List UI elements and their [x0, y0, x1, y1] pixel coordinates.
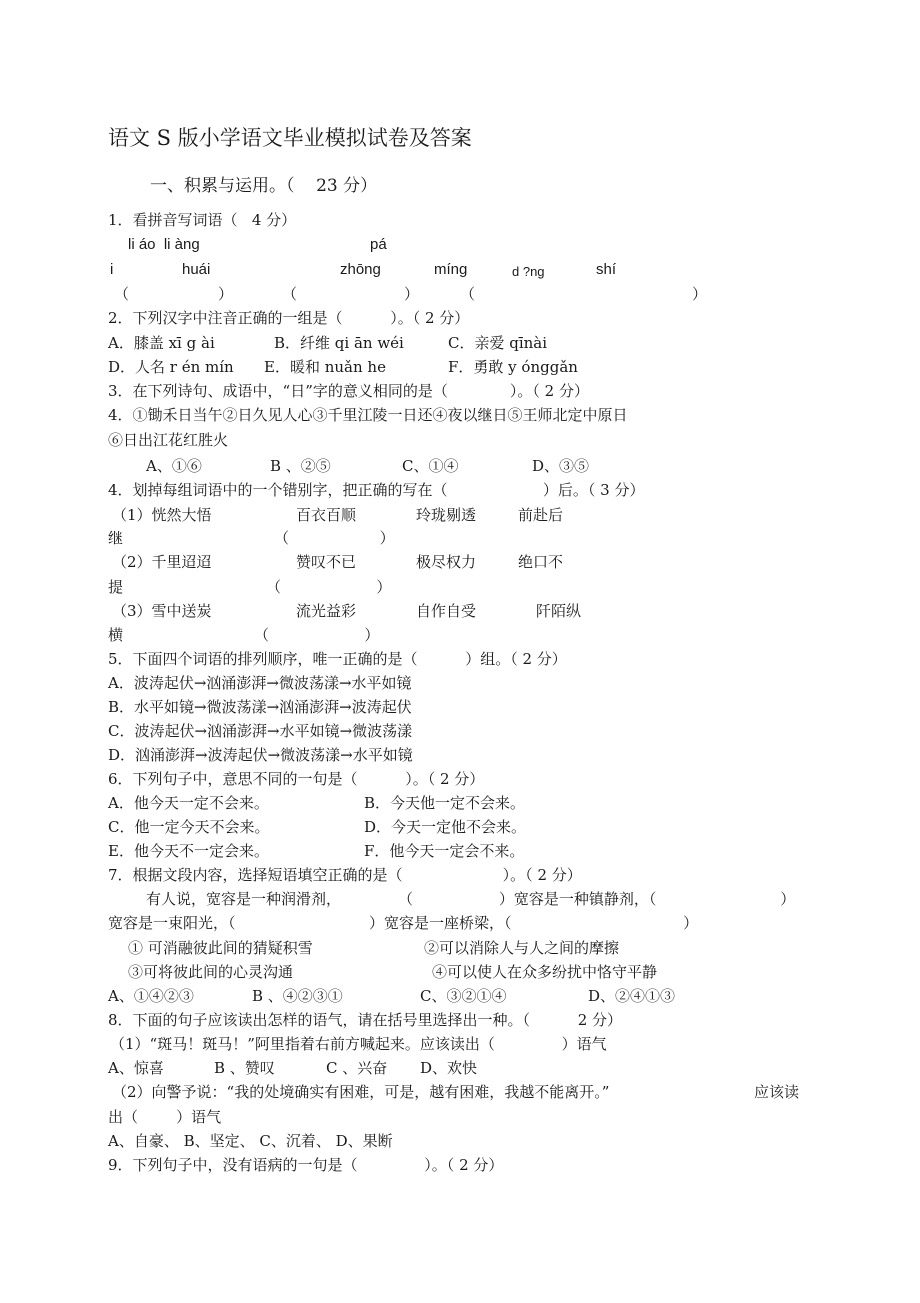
q7-choice: ②可以消除人与人之间的摩擦: [424, 939, 620, 957]
section-heading: 一、积累与运用。（ 23 分）: [150, 176, 378, 196]
q7-option: D、②④①③: [588, 987, 676, 1005]
q1-pinyin: d ?ng: [512, 264, 545, 279]
q1-pinyin: shí: [596, 261, 617, 278]
q2-option: D．人名 r én mín: [108, 358, 234, 376]
q7-passage: （ ）宽容是一种镇静剂，（ ）: [398, 890, 796, 908]
q5-option: C．波涛起伏→汹涌澎湃→水平如镜→微波荡漾: [108, 722, 413, 740]
q9-stem: 9．下列句子中，没有语病的一句是（ ）。（ 2 分）: [108, 1156, 504, 1174]
q4-word: 绝口不: [518, 553, 564, 571]
q4-word: 提: [108, 578, 124, 596]
q4-word: 玲珑剔透: [416, 506, 477, 524]
q1-pinyin: míng: [434, 261, 468, 278]
q1-pinyin: pá: [370, 236, 387, 253]
q4-group: （1）恍然大悟: [112, 506, 212, 524]
q8-sentence: 出（ ）语气: [108, 1108, 222, 1126]
q4-word: 阡陌纵: [536, 602, 582, 620]
q7-option: B 、④②③①: [252, 987, 343, 1005]
q4-stem: 4．划掉每组词语中的一个错别字，把正确的写在（ ）后。（ 3 分）: [108, 481, 645, 499]
q3-line: 4．①锄禾日当午②日久见人心③千里江陵一日还④夜以继日⑤王师北定中原日: [108, 406, 628, 424]
q6-option: E．他今天不一定会来。: [108, 842, 269, 860]
answer-blank[interactable]: （ ）: [266, 578, 392, 596]
q4-word: 流光益彩: [296, 602, 357, 620]
q6-stem: 6．下列句子中，意思不同的一句是（ ）。（ 2 分）: [108, 770, 485, 788]
answer-blank[interactable]: （: [114, 285, 130, 303]
q7-choice: ③可将彼此间的心灵沟通: [128, 963, 294, 981]
q2-option: C．亲爱 qīnài: [448, 334, 548, 352]
q7-option: C、③②①④: [420, 987, 507, 1005]
answer-blank[interactable]: （: [282, 285, 298, 303]
q5-option: D．汹涌澎湃→波涛起伏→微波荡漾→水平如镜: [108, 746, 413, 764]
q1-pinyin: huái: [182, 261, 211, 278]
q8-sentence: 应该读: [754, 1083, 800, 1101]
q8-sentence: （1）“斑马！斑马！”阿里指着右前方喊起来。应该读出（ ）语气: [110, 1035, 607, 1053]
q7-passage: 有人说，宽容是一种润滑剂，: [146, 890, 342, 908]
q4-word: 横: [108, 626, 124, 644]
q6-option: B．今天他一定不会来。: [364, 794, 526, 812]
q1-pinyin: i: [110, 261, 114, 278]
q8-option: C 、兴奋: [326, 1059, 388, 1077]
q7-stem: 7．根据文段内容，选择短语填空正确的是（ ）。（ 2 分）: [108, 866, 582, 884]
q3-line: ⑥日出江花红胜火: [108, 431, 229, 449]
q8-sentence: （2）向警予说：“我的处境确实有困难，可是，越有困难，我越不能离开。”: [112, 1083, 610, 1101]
q3-option: B 、②⑤: [270, 457, 331, 475]
q4-word: 赞叹不已: [296, 553, 357, 571]
q5-stem: 5．下面四个词语的排列顺序，唯一正确的是（ ）组。（ 2 分）: [108, 650, 567, 668]
q7-passage: 宽容是一束阳光，（ ）宽容是一座桥梁，（ ）: [108, 914, 699, 932]
q8-option: B 、赞叹: [214, 1059, 275, 1077]
q3-option: A、①⑥: [146, 457, 202, 475]
q4-group: （2）千里迢迢: [112, 553, 212, 571]
q3-option: D、③⑤: [532, 457, 590, 475]
q4-word: 前赴后: [518, 506, 564, 524]
q7-choice: ① 可消融彼此间的猜疑积雪: [128, 939, 313, 957]
q2-option: B．纤维 qi ān wéi: [274, 334, 404, 352]
answer-blank[interactable]: ）: [692, 285, 708, 303]
q6-option: F．他今天一定会不来。: [364, 842, 525, 860]
q5-option: A．波涛起伏→汹涌澎湃→微波荡漾→水平如镜: [108, 674, 412, 692]
q2-stem: 2．下列汉字中注音正确的一组是（ ）。（ 2 分）: [108, 309, 470, 327]
q6-option: D．今天一定他不会来。: [364, 818, 527, 836]
q4-group: （3）雪中送炭: [112, 602, 212, 620]
q8-options: A、自豪、 B、坚定、 C、沉着、 D、果断: [108, 1132, 393, 1150]
q3-stem: 3．在下列诗句、成语中，“日”字的意义相同的是（ ）。（ 2 分）: [108, 382, 589, 400]
answer-blank[interactable]: ）: [404, 285, 420, 303]
answer-blank[interactable]: （ ）: [254, 626, 380, 644]
q7-option: A、①④②③: [108, 987, 194, 1005]
page-title: 语文 S 版小学语文毕业模拟试卷及答案: [108, 126, 472, 150]
q2-option: A．膝盖 xī g ài: [108, 334, 215, 352]
q8-option: A、惊喜: [108, 1059, 164, 1077]
q4-word: 继: [108, 529, 124, 547]
q1-pinyin: li áo li àng: [128, 236, 200, 253]
q1-stem: 1．看拼音写词语（ 4 分）: [108, 211, 297, 229]
q3-option: C、①④: [402, 457, 459, 475]
answer-blank[interactable]: （ ）: [274, 529, 395, 547]
q4-word: 自作自受: [416, 602, 477, 620]
q5-option: B．水平如镜→微波荡漾→汹涌澎湃→波涛起伏: [108, 698, 412, 716]
answer-blank[interactable]: （: [460, 285, 476, 303]
q6-option: A．他今天一定不会来。: [108, 794, 269, 812]
q2-option: E．暖和 nuǎn he: [264, 358, 386, 376]
q4-word: 极尽权力: [416, 553, 477, 571]
answer-blank[interactable]: ）: [218, 285, 234, 303]
q8-stem: 8．下面的句子应该读出怎样的语气，请在括号里选择出一种。（ 2 分）: [108, 1011, 623, 1029]
q8-option: D、欢快: [420, 1059, 478, 1077]
q6-option: C．他一定今天不会来。: [108, 818, 270, 836]
q4-word: 百衣百顺: [296, 506, 357, 524]
q1-pinyin: zhōng: [340, 261, 381, 278]
q7-choice: ④可以使人在众多纷扰中恪守平静: [432, 963, 658, 981]
q2-option: F．勇敢 y ónggǎn: [448, 358, 578, 376]
